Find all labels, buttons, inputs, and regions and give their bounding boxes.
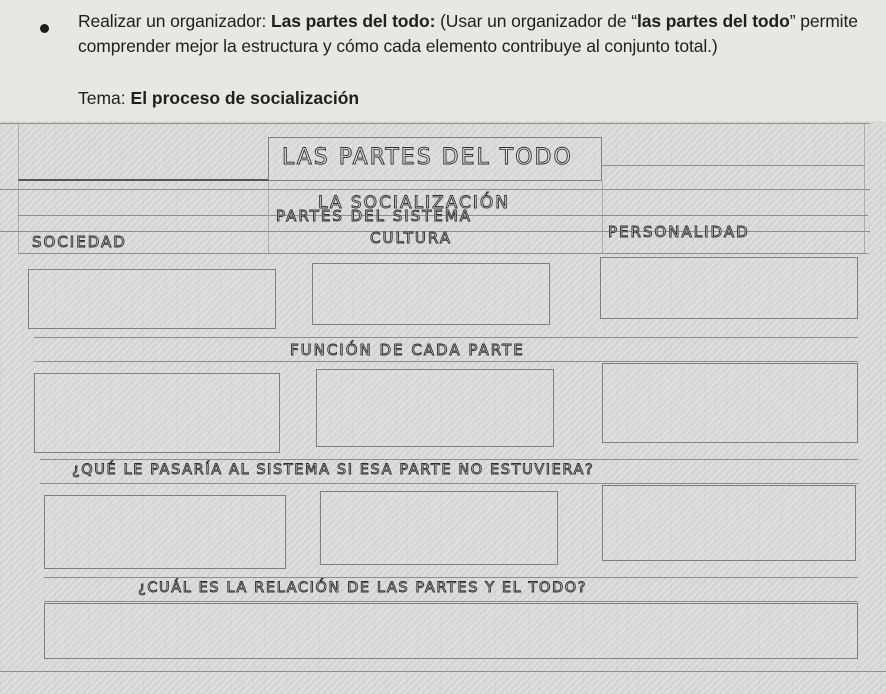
personalidad-box <box>600 257 858 319</box>
topic-label: Tema: <box>78 88 131 108</box>
organizer-topic: LA SOCIALIZACIÓN <box>318 193 511 213</box>
rule <box>602 165 864 166</box>
rule <box>602 181 603 253</box>
rule <box>0 189 870 190</box>
part-cultura: CULTURA <box>370 229 452 247</box>
bullet-point <box>40 24 49 33</box>
question-missing-part: ¿QUÉ LE PASARÍA AL SISTEMA SI ESA PARTE NO ESTUVIERA? <box>72 462 595 478</box>
rule <box>0 671 886 672</box>
instruction-bold-title: Las partes del todo: <box>271 11 436 31</box>
personalidad-function-box <box>602 363 858 443</box>
rule <box>34 337 858 338</box>
organizer-title: LAS PARTES DEL TODO <box>282 145 573 170</box>
rule <box>0 123 870 124</box>
cultura-box <box>312 263 550 325</box>
rule <box>44 601 858 602</box>
rule <box>18 179 268 181</box>
instruction-text <box>78 9 868 59</box>
cultura-consequence-box <box>320 491 558 565</box>
organizer-sheet <box>0 121 886 694</box>
personalidad-consequence-box <box>602 485 856 561</box>
cultura-function-box <box>316 369 554 447</box>
rule <box>18 123 19 253</box>
rule <box>40 483 858 484</box>
rule <box>268 181 269 253</box>
question-relation: ¿CUÁL ES LA RELACIÓN DE LAS PARTES Y EL TODO? <box>138 580 588 596</box>
topic-value: El proceso de socialización <box>130 88 360 108</box>
function-header: FUNCIÓN DE CADA PARTE <box>290 341 525 359</box>
rule <box>18 253 868 254</box>
parts-header: PARTES DEL SISTEMA <box>276 207 473 225</box>
sociedad-function-box <box>34 373 280 453</box>
relation-answer-box <box>44 603 858 659</box>
topic-line <box>78 86 359 111</box>
rule <box>40 459 858 460</box>
instruction-rest: ” permite comprender mejor la estructura y cómo cada elemento contribuye al conjunto total.) <box>78 11 858 56</box>
sociedad-box <box>28 269 276 329</box>
sociedad-consequence-box <box>44 495 286 569</box>
instruction-mid: (Usar un organizador de “ <box>435 11 637 31</box>
part-personalidad: PERSONALIDAD <box>608 223 750 241</box>
instruction-bold-term: las partes del todo <box>636 11 790 31</box>
rule <box>864 123 865 253</box>
instruction-prefix: Realizar un organizador: <box>78 11 272 31</box>
part-sociedad: SOCIEDAD <box>32 233 127 251</box>
rule <box>44 577 858 578</box>
rule <box>34 361 858 362</box>
